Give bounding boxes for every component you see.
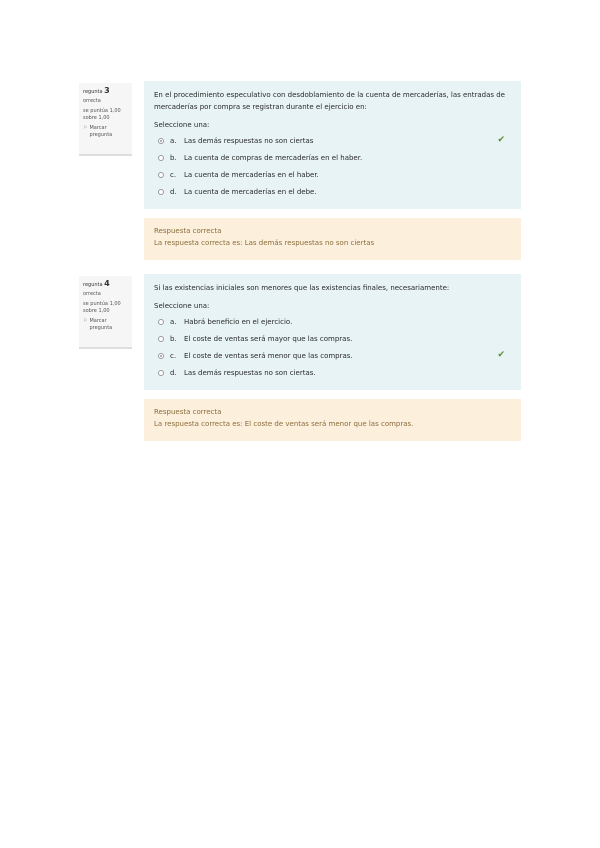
question-formulation-3 xyxy=(144,81,521,209)
answer-letter: c. xyxy=(170,351,177,360)
answer-text: La cuenta de mercaderías en el haber. xyxy=(184,170,319,179)
answer-option-c[interactable] xyxy=(154,166,511,183)
question-text: En el procedimiento especulativo con desdoblamiento de la cuenta de mercaderías, las entradas de mercaderías por compra se registran durante el ejercicio en: xyxy=(154,91,505,111)
answer-option-d[interactable] xyxy=(154,364,511,381)
answer-text: Habrá beneficio en el ejercicio. xyxy=(184,317,293,326)
question-info-4 xyxy=(79,276,132,349)
answer-text: La cuenta de compras de mercaderías en el haber. xyxy=(184,153,363,162)
answer-option-a[interactable] xyxy=(154,313,511,330)
answer-option-c[interactable] xyxy=(154,347,511,364)
radio-button[interactable] xyxy=(158,138,164,144)
answer-letter: c. xyxy=(170,170,177,179)
check-icon: ✔ xyxy=(497,350,505,360)
feedback-title: Respuesta correcta xyxy=(154,227,222,235)
question-formulation-4 xyxy=(144,274,521,390)
question-number: regunta 4 xyxy=(83,279,110,288)
flag-icon: ⚐ xyxy=(83,125,88,131)
check-icon: ✔ xyxy=(497,135,505,145)
question-feedback-3 xyxy=(144,218,521,260)
answer-prompt: Seleccione una: xyxy=(154,121,210,129)
answer-letter: d. xyxy=(170,368,177,377)
answer-prompt: Seleccione una: xyxy=(154,302,210,310)
answer-option-b[interactable] xyxy=(154,330,511,347)
answer-letter: b. xyxy=(170,153,177,162)
radio-button[interactable] xyxy=(158,353,164,359)
question-number: regunta 3 xyxy=(83,86,110,95)
question-feedback-4 xyxy=(144,399,521,441)
answer-option-a[interactable] xyxy=(154,132,511,149)
answer-text: El coste de ventas será mayor que las compras. xyxy=(184,334,353,343)
flag-icon: ⚐ xyxy=(83,318,88,324)
flag-question-button[interactable] xyxy=(83,318,128,332)
answer-text: La cuenta de mercaderías en el debe. xyxy=(184,187,317,196)
feedback-text: La respuesta correcta es: Las demás respuestas no son ciertas xyxy=(154,239,375,247)
answer-letter: a. xyxy=(170,317,177,326)
radio-button[interactable] xyxy=(158,155,164,161)
radio-button[interactable] xyxy=(158,319,164,325)
feedback-title: Respuesta correcta xyxy=(154,408,222,416)
radio-button[interactable] xyxy=(158,172,164,178)
answer-text: Las demás respuestas no son ciertas xyxy=(184,136,314,145)
answer-letter: a. xyxy=(170,136,177,145)
answer-letter: d. xyxy=(170,187,177,196)
answer-text: El coste de ventas será menor que las compras. xyxy=(184,351,353,360)
radio-button[interactable] xyxy=(158,370,164,376)
answer-option-b[interactable] xyxy=(154,149,511,166)
answer-text: Las demás respuestas no son ciertas. xyxy=(184,368,316,377)
question-state: orrecta xyxy=(83,98,101,104)
radio-button[interactable] xyxy=(158,336,164,342)
question-text: Si las existencias iniciales son menores que las existencias finales, necesariamente: xyxy=(154,284,450,292)
radio-button[interactable] xyxy=(158,189,164,195)
question-state: orrecta xyxy=(83,291,101,297)
answer-option-d[interactable] xyxy=(154,183,511,200)
flag-label: Marcar pregunta xyxy=(89,318,113,331)
question-info-3 xyxy=(79,83,132,156)
flag-label: Marcar pregunta xyxy=(89,125,113,138)
flag-question-button[interactable] xyxy=(83,125,128,139)
question-grade: se puntúa 1,00 sobre 1,00 xyxy=(83,301,121,314)
question-grade: se puntúa 1,00 sobre 1,00 xyxy=(83,108,121,121)
answer-letter: b. xyxy=(170,334,177,343)
feedback-text: La respuesta correcta es: El coste de ventas será menor que las compras. xyxy=(154,420,414,428)
